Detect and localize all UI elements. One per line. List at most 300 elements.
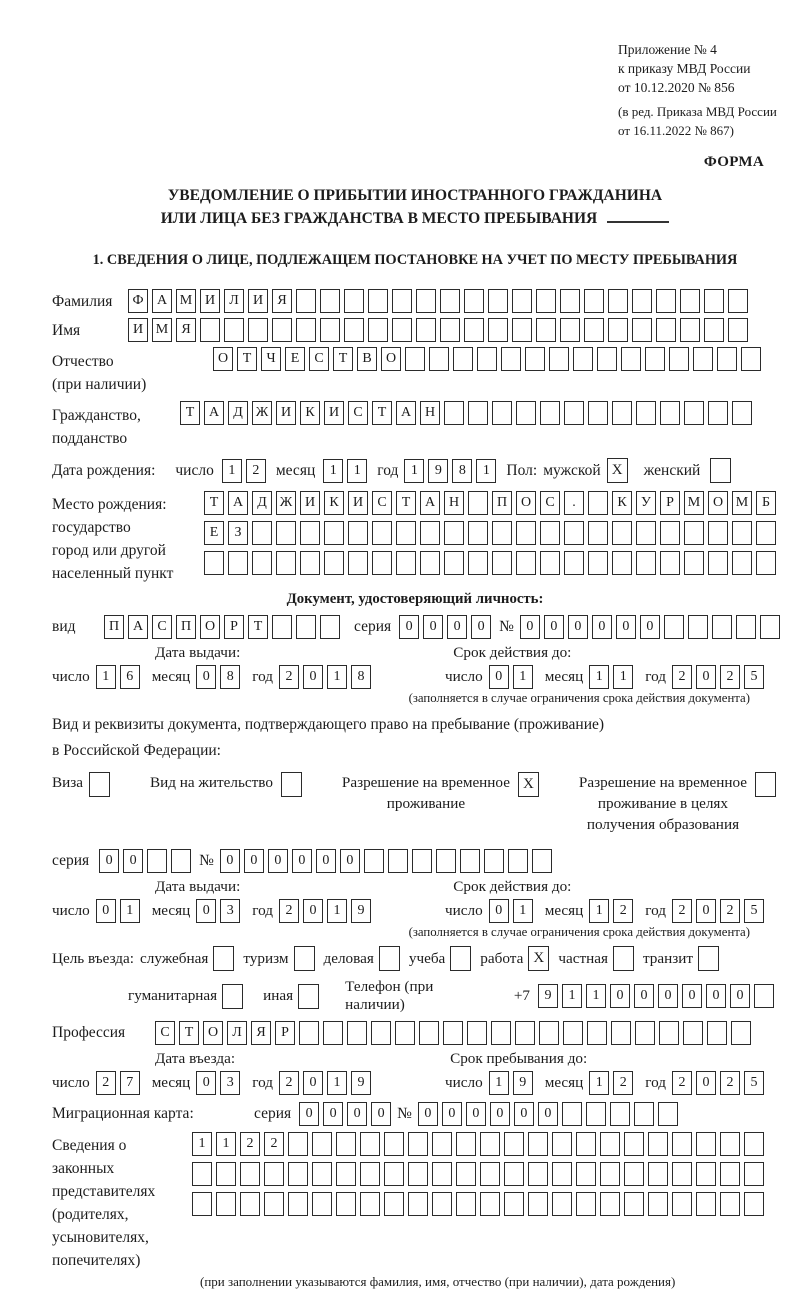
char-cell[interactable] xyxy=(436,849,456,873)
char-cell[interactable]: 0 xyxy=(299,1102,319,1126)
char-cell[interactable]: 0 xyxy=(640,615,660,639)
char-cell[interactable]: 0 xyxy=(371,1102,391,1126)
purpose-private-checkbox[interactable] xyxy=(613,946,634,971)
char-cell[interactable]: 2 xyxy=(720,899,740,923)
char-cell[interactable] xyxy=(296,318,316,342)
char-cell[interactable] xyxy=(491,1021,511,1045)
char-cell[interactable] xyxy=(429,347,449,371)
char-cell[interactable]: Б xyxy=(756,491,776,515)
char-cell[interactable]: 0 xyxy=(323,1102,343,1126)
visa-checkbox[interactable] xyxy=(89,772,110,797)
char-cell[interactable]: С xyxy=(309,347,329,371)
char-cell[interactable] xyxy=(360,1132,380,1156)
char-cell[interactable] xyxy=(408,1192,428,1216)
char-cell[interactable]: Р xyxy=(224,615,244,639)
char-cell[interactable] xyxy=(392,318,412,342)
char-cell[interactable]: И xyxy=(200,289,220,313)
char-cell[interactable] xyxy=(648,1132,668,1156)
char-cell[interactable]: 0 xyxy=(466,1102,486,1126)
char-cell[interactable]: А xyxy=(228,491,248,515)
char-cell[interactable] xyxy=(564,551,584,575)
char-cell[interactable] xyxy=(323,1021,343,1045)
char-cell[interactable] xyxy=(696,1162,716,1186)
char-cell[interactable] xyxy=(508,849,528,873)
char-cell[interactable]: 0 xyxy=(447,615,467,639)
char-cell[interactable]: 0 xyxy=(99,849,119,873)
residence-permit-checkbox[interactable] xyxy=(281,772,302,797)
char-cell[interactable]: 2 xyxy=(279,665,299,689)
char-cell[interactable] xyxy=(492,551,512,575)
char-cell[interactable]: 0 xyxy=(520,615,540,639)
char-cell[interactable] xyxy=(464,318,484,342)
char-cell[interactable]: 0 xyxy=(196,1071,216,1095)
char-cell[interactable] xyxy=(717,347,737,371)
char-cell[interactable]: 0 xyxy=(658,984,678,1008)
purpose-study-checkbox[interactable] xyxy=(450,946,471,971)
char-cell[interactable]: М xyxy=(152,318,172,342)
char-cell[interactable] xyxy=(754,984,774,1008)
char-cell[interactable] xyxy=(573,347,593,371)
char-cell[interactable] xyxy=(347,1021,367,1045)
char-cell[interactable] xyxy=(396,521,416,545)
char-cell[interactable]: 1 xyxy=(489,1071,509,1095)
char-cell[interactable]: 0 xyxy=(730,984,750,1008)
char-cell[interactable]: И xyxy=(324,401,344,425)
char-cell[interactable] xyxy=(696,1192,716,1216)
char-cell[interactable] xyxy=(540,551,560,575)
char-cell[interactable] xyxy=(468,551,488,575)
char-cell[interactable]: 0 xyxy=(610,984,630,1008)
char-cell[interactable] xyxy=(516,401,536,425)
char-cell[interactable]: 2 xyxy=(720,665,740,689)
char-cell[interactable] xyxy=(204,551,224,575)
char-cell[interactable] xyxy=(395,1021,415,1045)
char-cell[interactable] xyxy=(660,401,680,425)
purpose-business-checkbox[interactable] xyxy=(379,946,400,971)
char-cell[interactable]: 9 xyxy=(538,984,558,1008)
char-cell[interactable] xyxy=(540,521,560,545)
char-cell[interactable] xyxy=(240,1162,260,1186)
char-cell[interactable] xyxy=(264,1192,284,1216)
char-cell[interactable] xyxy=(460,849,480,873)
char-cell[interactable] xyxy=(372,521,392,545)
char-cell[interactable] xyxy=(576,1162,596,1186)
char-cell[interactable]: 2 xyxy=(279,899,299,923)
char-cell[interactable] xyxy=(672,1192,692,1216)
char-cell[interactable]: К xyxy=(300,401,320,425)
char-cell[interactable] xyxy=(512,289,532,313)
char-cell[interactable]: Т xyxy=(333,347,353,371)
char-cell[interactable]: 0 xyxy=(292,849,312,873)
char-cell[interactable] xyxy=(419,1021,439,1045)
title-blank-line[interactable] xyxy=(607,209,669,223)
char-cell[interactable] xyxy=(240,1192,260,1216)
char-cell[interactable] xyxy=(512,318,532,342)
char-cell[interactable]: Д xyxy=(252,491,272,515)
char-cell[interactable] xyxy=(532,849,552,873)
char-cell[interactable] xyxy=(312,1162,332,1186)
char-cell[interactable] xyxy=(252,521,272,545)
char-cell[interactable]: 5 xyxy=(744,1071,764,1095)
char-cell[interactable]: 0 xyxy=(303,1071,323,1095)
char-cell[interactable]: Ч xyxy=(261,347,281,371)
char-cell[interactable]: Л xyxy=(224,289,244,313)
char-cell[interactable]: 0 xyxy=(616,615,636,639)
char-cell[interactable]: 1 xyxy=(327,899,347,923)
char-cell[interactable] xyxy=(624,1132,644,1156)
char-cell[interactable] xyxy=(672,1162,692,1186)
char-cell[interactable]: Т xyxy=(180,401,200,425)
char-cell[interactable]: 2 xyxy=(613,899,633,923)
char-cell[interactable] xyxy=(320,318,340,342)
char-cell[interactable]: 0 xyxy=(696,665,716,689)
char-cell[interactable] xyxy=(299,1021,319,1045)
char-cell[interactable] xyxy=(296,615,316,639)
char-cell[interactable] xyxy=(732,521,752,545)
purpose-work-checkbox[interactable]: X xyxy=(528,946,549,971)
char-cell[interactable]: 0 xyxy=(340,849,360,873)
char-cell[interactable]: 0 xyxy=(592,615,612,639)
char-cell[interactable] xyxy=(468,521,488,545)
char-cell[interactable] xyxy=(224,318,244,342)
char-cell[interactable]: 1 xyxy=(513,665,533,689)
char-cell[interactable] xyxy=(584,289,604,313)
char-cell[interactable] xyxy=(468,401,488,425)
char-cell[interactable] xyxy=(147,849,167,873)
char-cell[interactable]: 1 xyxy=(589,899,609,923)
char-cell[interactable] xyxy=(669,347,689,371)
sex-female-checkbox[interactable] xyxy=(710,458,731,483)
char-cell[interactable] xyxy=(648,1192,668,1216)
char-cell[interactable] xyxy=(608,289,628,313)
char-cell[interactable] xyxy=(432,1192,452,1216)
char-cell[interactable] xyxy=(336,1162,356,1186)
char-cell[interactable]: Ж xyxy=(252,401,272,425)
char-cell[interactable]: Т xyxy=(372,401,392,425)
char-cell[interactable] xyxy=(396,551,416,575)
char-cell[interactable] xyxy=(504,1192,524,1216)
char-cell[interactable] xyxy=(732,401,752,425)
temp-residence-education-checkbox[interactable] xyxy=(755,772,776,797)
char-cell[interactable]: 0 xyxy=(418,1102,438,1126)
char-cell[interactable] xyxy=(320,615,340,639)
char-cell[interactable] xyxy=(360,1162,380,1186)
char-cell[interactable]: 1 xyxy=(216,1132,236,1156)
char-cell[interactable]: 0 xyxy=(303,899,323,923)
char-cell[interactable]: 0 xyxy=(544,615,564,639)
char-cell[interactable] xyxy=(408,1132,428,1156)
char-cell[interactable]: 2 xyxy=(279,1071,299,1095)
char-cell[interactable]: 2 xyxy=(240,1132,260,1156)
char-cell[interactable] xyxy=(320,289,340,313)
char-cell[interactable]: 2 xyxy=(264,1132,284,1156)
char-cell[interactable] xyxy=(659,1021,679,1045)
char-cell[interactable] xyxy=(515,1021,535,1045)
char-cell[interactable]: Т xyxy=(237,347,257,371)
char-cell[interactable]: 0 xyxy=(196,665,216,689)
char-cell[interactable] xyxy=(484,849,504,873)
char-cell[interactable]: 1 xyxy=(586,984,606,1008)
char-cell[interactable] xyxy=(731,1021,751,1045)
char-cell[interactable] xyxy=(600,1162,620,1186)
char-cell[interactable] xyxy=(420,551,440,575)
char-cell[interactable]: 1 xyxy=(327,1071,347,1095)
char-cell[interactable] xyxy=(288,1132,308,1156)
char-cell[interactable] xyxy=(611,1021,631,1045)
char-cell[interactable]: П xyxy=(176,615,196,639)
char-cell[interactable] xyxy=(216,1192,236,1216)
char-cell[interactable]: О xyxy=(708,491,728,515)
char-cell[interactable] xyxy=(720,1132,740,1156)
purpose-transit-checkbox[interactable] xyxy=(698,946,719,971)
char-cell[interactable] xyxy=(464,289,484,313)
char-cell[interactable]: Д xyxy=(228,401,248,425)
char-cell[interactable] xyxy=(564,521,584,545)
char-cell[interactable]: 7 xyxy=(120,1071,140,1095)
char-cell[interactable] xyxy=(632,318,652,342)
char-cell[interactable]: М xyxy=(176,289,196,313)
char-cell[interactable] xyxy=(488,318,508,342)
char-cell[interactable] xyxy=(480,1132,500,1156)
char-cell[interactable] xyxy=(408,1162,428,1186)
char-cell[interactable] xyxy=(704,318,724,342)
char-cell[interactable] xyxy=(741,347,761,371)
char-cell[interactable] xyxy=(600,1132,620,1156)
char-cell[interactable] xyxy=(563,1021,583,1045)
char-cell[interactable] xyxy=(501,347,521,371)
purpose-other-checkbox[interactable] xyxy=(298,984,319,1009)
char-cell[interactable] xyxy=(504,1162,524,1186)
char-cell[interactable]: Т xyxy=(179,1021,199,1045)
char-cell[interactable]: . xyxy=(564,491,584,515)
char-cell[interactable]: Е xyxy=(285,347,305,371)
char-cell[interactable]: З xyxy=(228,521,248,545)
temp-residence-checkbox[interactable]: X xyxy=(518,772,539,797)
char-cell[interactable]: П xyxy=(104,615,124,639)
char-cell[interactable] xyxy=(440,289,460,313)
char-cell[interactable]: Я xyxy=(176,318,196,342)
char-cell[interactable]: 0 xyxy=(634,984,654,1008)
char-cell[interactable]: И xyxy=(128,318,148,342)
char-cell[interactable]: С xyxy=(540,491,560,515)
char-cell[interactable] xyxy=(324,551,344,575)
char-cell[interactable]: О xyxy=(203,1021,223,1045)
char-cell[interactable]: А xyxy=(420,491,440,515)
char-cell[interactable]: 8 xyxy=(351,665,371,689)
char-cell[interactable] xyxy=(552,1192,572,1216)
char-cell[interactable]: 1 xyxy=(96,665,116,689)
char-cell[interactable] xyxy=(704,289,724,313)
char-cell[interactable] xyxy=(756,551,776,575)
char-cell[interactable]: 0 xyxy=(123,849,143,873)
char-cell[interactable]: Я xyxy=(272,289,292,313)
char-cell[interactable]: Т xyxy=(396,491,416,515)
char-cell[interactable] xyxy=(744,1132,764,1156)
char-cell[interactable] xyxy=(272,615,292,639)
char-cell[interactable] xyxy=(504,1132,524,1156)
char-cell[interactable] xyxy=(264,1162,284,1186)
purpose-official-checkbox[interactable] xyxy=(213,946,234,971)
char-cell[interactable]: А xyxy=(204,401,224,425)
char-cell[interactable] xyxy=(456,1132,476,1156)
char-cell[interactable] xyxy=(300,551,320,575)
char-cell[interactable] xyxy=(696,1132,716,1156)
char-cell[interactable]: 0 xyxy=(303,665,323,689)
char-cell[interactable] xyxy=(576,1132,596,1156)
char-cell[interactable] xyxy=(368,289,388,313)
char-cell[interactable] xyxy=(416,289,436,313)
char-cell[interactable]: 3 xyxy=(220,1071,240,1095)
char-cell[interactable] xyxy=(636,551,656,575)
char-cell[interactable] xyxy=(660,521,680,545)
char-cell[interactable] xyxy=(683,1021,703,1045)
char-cell[interactable] xyxy=(444,551,464,575)
char-cell[interactable]: 0 xyxy=(489,665,509,689)
char-cell[interactable] xyxy=(300,521,320,545)
char-cell[interactable]: Я xyxy=(251,1021,271,1045)
char-cell[interactable] xyxy=(552,1132,572,1156)
char-cell[interactable]: У xyxy=(636,491,656,515)
char-cell[interactable] xyxy=(348,521,368,545)
char-cell[interactable]: 0 xyxy=(471,615,491,639)
char-cell[interactable]: 0 xyxy=(423,615,443,639)
char-cell[interactable] xyxy=(252,551,272,575)
char-cell[interactable] xyxy=(760,615,780,639)
char-cell[interactable] xyxy=(560,318,580,342)
char-cell[interactable]: 1 xyxy=(327,665,347,689)
char-cell[interactable]: С xyxy=(152,615,172,639)
char-cell[interactable]: 1 xyxy=(513,899,533,923)
char-cell[interactable] xyxy=(656,318,676,342)
char-cell[interactable]: С xyxy=(348,401,368,425)
char-cell[interactable] xyxy=(680,289,700,313)
char-cell[interactable] xyxy=(528,1162,548,1186)
char-cell[interactable] xyxy=(539,1021,559,1045)
char-cell[interactable] xyxy=(420,521,440,545)
char-cell[interactable] xyxy=(336,1132,356,1156)
char-cell[interactable] xyxy=(405,347,425,371)
char-cell[interactable] xyxy=(732,551,752,575)
char-cell[interactable]: 1 xyxy=(192,1132,212,1156)
char-cell[interactable]: 0 xyxy=(538,1102,558,1126)
char-cell[interactable]: В xyxy=(357,347,377,371)
char-cell[interactable]: Н xyxy=(444,491,464,515)
char-cell[interactable] xyxy=(492,401,512,425)
char-cell[interactable] xyxy=(684,551,704,575)
char-cell[interactable] xyxy=(453,347,473,371)
char-cell[interactable] xyxy=(684,401,704,425)
purpose-tourism-checkbox[interactable] xyxy=(294,946,315,971)
char-cell[interactable]: Р xyxy=(660,491,680,515)
char-cell[interactable] xyxy=(720,1162,740,1186)
char-cell[interactable]: 2 xyxy=(246,459,266,483)
char-cell[interactable] xyxy=(549,347,569,371)
char-cell[interactable] xyxy=(728,289,748,313)
char-cell[interactable] xyxy=(392,289,412,313)
char-cell[interactable] xyxy=(312,1192,332,1216)
char-cell[interactable] xyxy=(468,491,488,515)
char-cell[interactable] xyxy=(632,289,652,313)
char-cell[interactable] xyxy=(540,401,560,425)
char-cell[interactable] xyxy=(588,521,608,545)
char-cell[interactable]: Р xyxy=(275,1021,295,1045)
char-cell[interactable] xyxy=(272,318,292,342)
char-cell[interactable] xyxy=(672,1132,692,1156)
char-cell[interactable]: Т xyxy=(204,491,224,515)
char-cell[interactable]: 0 xyxy=(489,899,509,923)
char-cell[interactable] xyxy=(660,551,680,575)
char-cell[interactable]: К xyxy=(324,491,344,515)
char-cell[interactable]: 5 xyxy=(744,665,764,689)
char-cell[interactable]: 2 xyxy=(96,1071,116,1095)
char-cell[interactable] xyxy=(248,318,268,342)
char-cell[interactable] xyxy=(560,289,580,313)
char-cell[interactable] xyxy=(564,401,584,425)
char-cell[interactable] xyxy=(432,1162,452,1186)
char-cell[interactable] xyxy=(192,1192,212,1216)
char-cell[interactable] xyxy=(412,849,432,873)
char-cell[interactable]: 8 xyxy=(452,459,472,483)
char-cell[interactable]: О xyxy=(213,347,233,371)
char-cell[interactable] xyxy=(477,347,497,371)
char-cell[interactable] xyxy=(612,521,632,545)
char-cell[interactable] xyxy=(588,551,608,575)
char-cell[interactable]: 0 xyxy=(316,849,336,873)
char-cell[interactable] xyxy=(416,318,436,342)
char-cell[interactable] xyxy=(364,849,384,873)
char-cell[interactable] xyxy=(488,289,508,313)
char-cell[interactable]: И xyxy=(276,401,296,425)
char-cell[interactable]: О xyxy=(200,615,220,639)
char-cell[interactable] xyxy=(712,615,732,639)
char-cell[interactable]: 1 xyxy=(404,459,424,483)
char-cell[interactable] xyxy=(658,1102,678,1126)
char-cell[interactable] xyxy=(444,401,464,425)
char-cell[interactable] xyxy=(467,1021,487,1045)
char-cell[interactable] xyxy=(516,521,536,545)
char-cell[interactable]: 1 xyxy=(347,459,367,483)
char-cell[interactable] xyxy=(440,318,460,342)
char-cell[interactable]: П xyxy=(492,491,512,515)
char-cell[interactable] xyxy=(456,1192,476,1216)
char-cell[interactable] xyxy=(656,289,676,313)
char-cell[interactable] xyxy=(384,1132,404,1156)
char-cell[interactable] xyxy=(384,1192,404,1216)
char-cell[interactable] xyxy=(528,1192,548,1216)
char-cell[interactable]: А xyxy=(128,615,148,639)
char-cell[interactable] xyxy=(708,401,728,425)
char-cell[interactable] xyxy=(360,1192,380,1216)
char-cell[interactable]: И xyxy=(248,289,268,313)
char-cell[interactable]: М xyxy=(684,491,704,515)
char-cell[interactable]: И xyxy=(348,491,368,515)
char-cell[interactable]: 5 xyxy=(744,899,764,923)
char-cell[interactable]: 0 xyxy=(568,615,588,639)
char-cell[interactable] xyxy=(480,1162,500,1186)
char-cell[interactable]: 0 xyxy=(347,1102,367,1126)
char-cell[interactable] xyxy=(348,551,368,575)
char-cell[interactable] xyxy=(576,1192,596,1216)
char-cell[interactable] xyxy=(228,551,248,575)
char-cell[interactable] xyxy=(744,1192,764,1216)
char-cell[interactable] xyxy=(480,1192,500,1216)
char-cell[interactable] xyxy=(645,347,665,371)
char-cell[interactable]: 9 xyxy=(351,899,371,923)
char-cell[interactable]: С xyxy=(155,1021,175,1045)
char-cell[interactable] xyxy=(336,1192,356,1216)
char-cell[interactable]: Т xyxy=(248,615,268,639)
char-cell[interactable] xyxy=(624,1162,644,1186)
